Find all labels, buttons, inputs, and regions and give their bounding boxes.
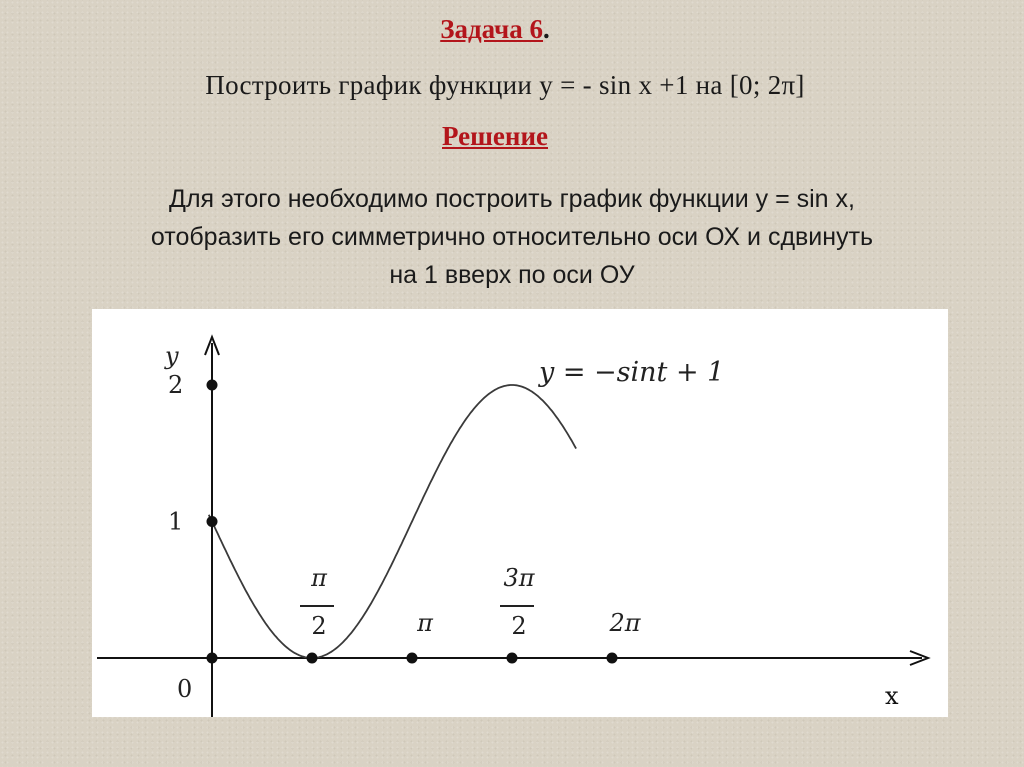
function-label: y = −sint + 1	[539, 357, 725, 388]
x-tick-point-1	[407, 653, 418, 664]
task-label: Задача 6	[440, 14, 544, 44]
task-title	[0, 14, 990, 45]
explanation-line-2: отобразить его симметрично относительно оси ОХ и сдвинуть	[150, 223, 874, 251]
explanation-line-3: на 1 вверх по оси ОУ	[389, 261, 635, 289]
x-tick-label-1: π	[417, 609, 433, 637]
explanation-text	[30, 180, 994, 294]
y-tick-label-1: 1	[168, 507, 184, 536]
solution-heading: Решение	[442, 121, 548, 151]
problem-statement: Построить график функции у = - sin x +1 на [0; 2π]	[205, 70, 805, 100]
x-tick-point-3	[607, 653, 618, 664]
x-tick-den-2: 2	[511, 612, 527, 640]
origin-label: 0	[177, 675, 193, 703]
x-tick-num-2: 3π	[503, 564, 535, 592]
x-tick-num-0: π	[311, 564, 327, 592]
y-tick-point-1	[207, 516, 218, 527]
function-chart	[92, 309, 948, 717]
x-axis-label: x	[885, 682, 899, 710]
x-tick-point-2	[507, 653, 518, 664]
x-tick-point-0	[307, 653, 318, 664]
origin-point	[207, 653, 218, 664]
x-tick-den-0: 2	[311, 612, 327, 640]
x-tick-label-3: 2π	[609, 609, 641, 637]
y-tick-label-2: 2	[168, 371, 184, 399]
task-punct: .	[543, 14, 550, 44]
explanation-line-1: Для этого необходимо построить график функции у = sin x,	[169, 185, 855, 213]
y-axis-label: y	[165, 342, 179, 370]
y-tick-point-2	[207, 380, 218, 391]
chart-panel	[92, 309, 948, 717]
